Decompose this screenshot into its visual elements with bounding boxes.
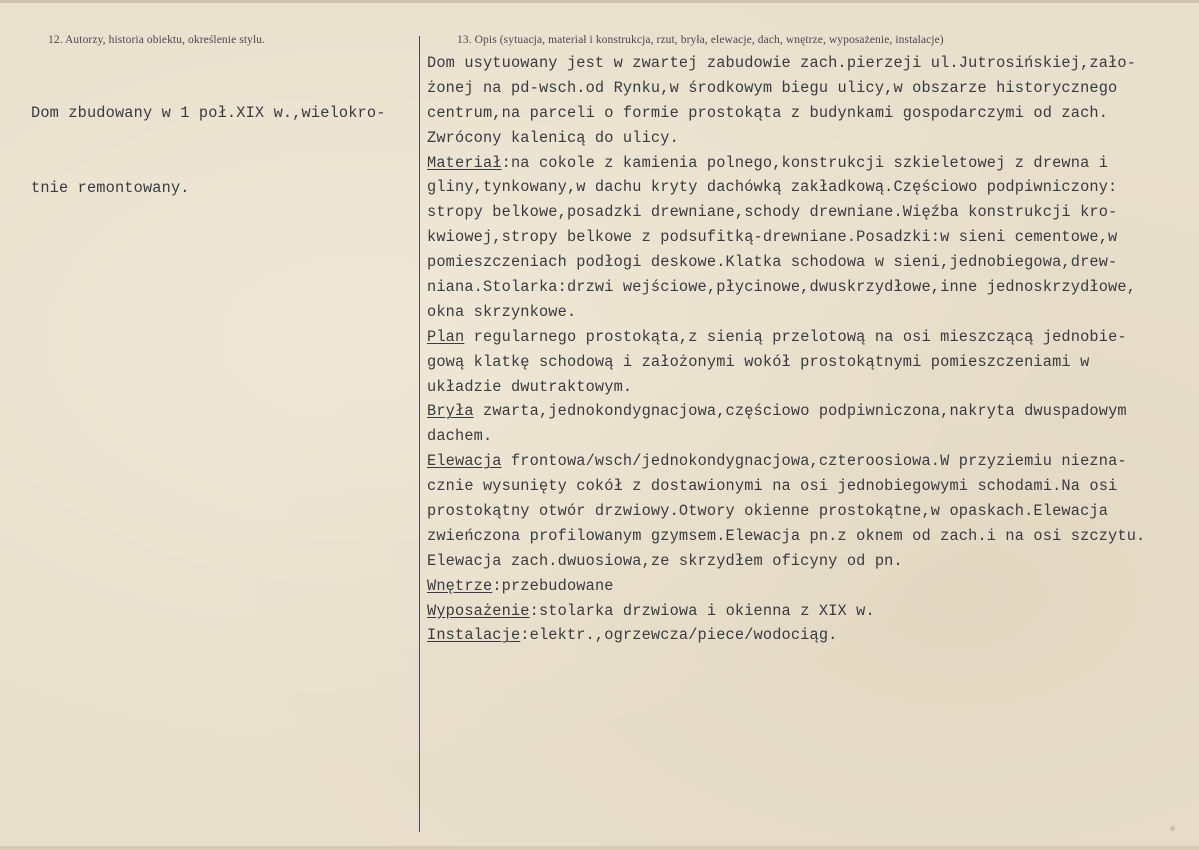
description-text-line: [427, 549, 1145, 574]
sheet-top-edge: [0, 0, 1199, 3]
description-text-line: [427, 250, 1145, 275]
section-heading-label: Plan: [427, 327, 465, 346]
description-text-line: [427, 623, 1145, 648]
description-text: żonej na pd-wsch.od Rynku,w środkowym biegu ulicy,w obszarze historycznego: [427, 78, 1118, 97]
description-text-line: [427, 275, 1145, 300]
description-text: :przebudowane: [492, 576, 614, 595]
description-text: zwieńczona profilowanym gzymsem.Elewacja pn.z oknem od zach.i na osi szczytu.: [427, 526, 1146, 545]
description-text: Elewacja zach.dwuosiowa,ze skrzydłem oficyny od pn.: [427, 551, 903, 570]
description-text: gową klatkę schodową i założonymi wokół prostokątnymi pomieszczeniami w: [427, 352, 1090, 371]
description-text-line: [427, 225, 1145, 250]
section-heading-label: Instalacje: [427, 626, 521, 645]
description-text: kwiowej,stropy belkowe z podsufitką-drewniane.Posadzki:w sieni cementowe,w: [427, 228, 1118, 247]
description-text: dachem.: [427, 427, 493, 446]
section-12-header: 12. Autorzy, historia obiektu, określenie stylu.: [48, 34, 266, 46]
description-text-line: [427, 499, 1145, 524]
section-heading-label: Wnętrze: [427, 576, 493, 595]
column-divider: [419, 36, 420, 832]
description-text-line: [427, 399, 1145, 424]
description-text-line: [427, 76, 1145, 101]
history-text-line: tnie remontowany.: [31, 178, 190, 197]
description-text: zwarta,jednokondygnacjowa,częściowo podpiwniczona,nakryta dwuspadowym: [473, 402, 1127, 421]
section-heading-label: Wyposażenie: [427, 601, 530, 620]
description-text-line: [427, 424, 1145, 449]
description-text: Dom usytuowany jest w zwartej zabudowie zach.pierzeji ul.Jutrosińskiej,zało-: [427, 54, 1137, 72]
description-text: stropy belkowe,posadzki drewniane,schody drewniane.Więźba konstrukcji kro-: [427, 203, 1118, 222]
paper-spot: [1170, 826, 1175, 831]
description-text: układzie dwutraktowym.: [427, 377, 633, 396]
description-text: Zwrócony kalenicą do ulicy.: [427, 128, 679, 147]
description-text: :na cokole z kamienia polnego,konstrukcji szkieletowej z drewna i: [501, 153, 1109, 172]
description-text-line: [427, 151, 1145, 176]
description-text: :elektr.,ogrzewcza/piece/wodociąg.: [520, 626, 838, 645]
section-13-header: 13. Opis (sytuacja, materiał i konstrukcja, rzut, bryła, elewacje, dach, wnętrze, wyposażenie, instalacje): [457, 34, 944, 46]
description-text-line: [427, 101, 1145, 126]
section-heading-label: Bryła: [427, 402, 474, 421]
description-text-line: [427, 474, 1145, 499]
description-text-block: [427, 51, 1145, 648]
description-text-line: [427, 300, 1145, 325]
sheet-bottom-edge: [0, 846, 1199, 850]
description-text: cznie wysunięty cokół z dostawionymi na osi jednobiegowymi schodami.Na osi: [427, 477, 1118, 496]
description-text: frontowa/wsch/jednokondygnacjowa,czteroosiowa.W przyziemiu niezna-: [501, 452, 1127, 471]
description-text-line: [427, 375, 1145, 400]
description-text: okna skrzynkowe.: [427, 302, 577, 321]
description-text: centrum,na parceli o formie prostokąta z budynkami gospodarczymi od zach.: [427, 103, 1109, 122]
description-text: regularnego prostokąta,z sienią przelotową na osi mieszczącą jednobie-: [464, 327, 1127, 346]
description-text: gliny,tynkowany,w dachu kryty dachówką zakładkową.Częściowo podpiwniczony:: [427, 178, 1118, 197]
description-text: niana.Stolarka:drzwi wejściowe,płycinowe,dwuskrzydłowe,inne jednoskrzydłowe,: [427, 278, 1137, 297]
description-text-line: [427, 599, 1145, 624]
history-text-line: Dom zbudowany w 1 poł.XIX w.,wielokro-: [31, 103, 386, 122]
description-text: :stolarka drzwiowa i okienna z XIX w.: [529, 601, 875, 620]
description-text-line: [427, 200, 1145, 225]
description-text-line: [427, 350, 1145, 375]
section-heading-label: Materiał: [427, 153, 502, 172]
description-text-line: [427, 175, 1145, 200]
description-text: pomieszczeniach podłogi deskowe.Klatka schodowa w sieni,jednobiegowa,drew-: [427, 253, 1118, 272]
history-text-block: [31, 51, 386, 250]
description-text-line: [427, 574, 1145, 599]
section-heading-label: Elewacja: [427, 452, 502, 471]
description-text-line: [427, 524, 1145, 549]
description-text-line: [427, 325, 1145, 350]
description-text-line: [427, 449, 1145, 474]
description-text: prostokątny otwór drzwiowy.Otwory okienne prostokątne,w opaskach.Elewacja: [427, 502, 1109, 521]
description-text-line: [427, 126, 1145, 151]
description-text-line: [427, 51, 1145, 76]
